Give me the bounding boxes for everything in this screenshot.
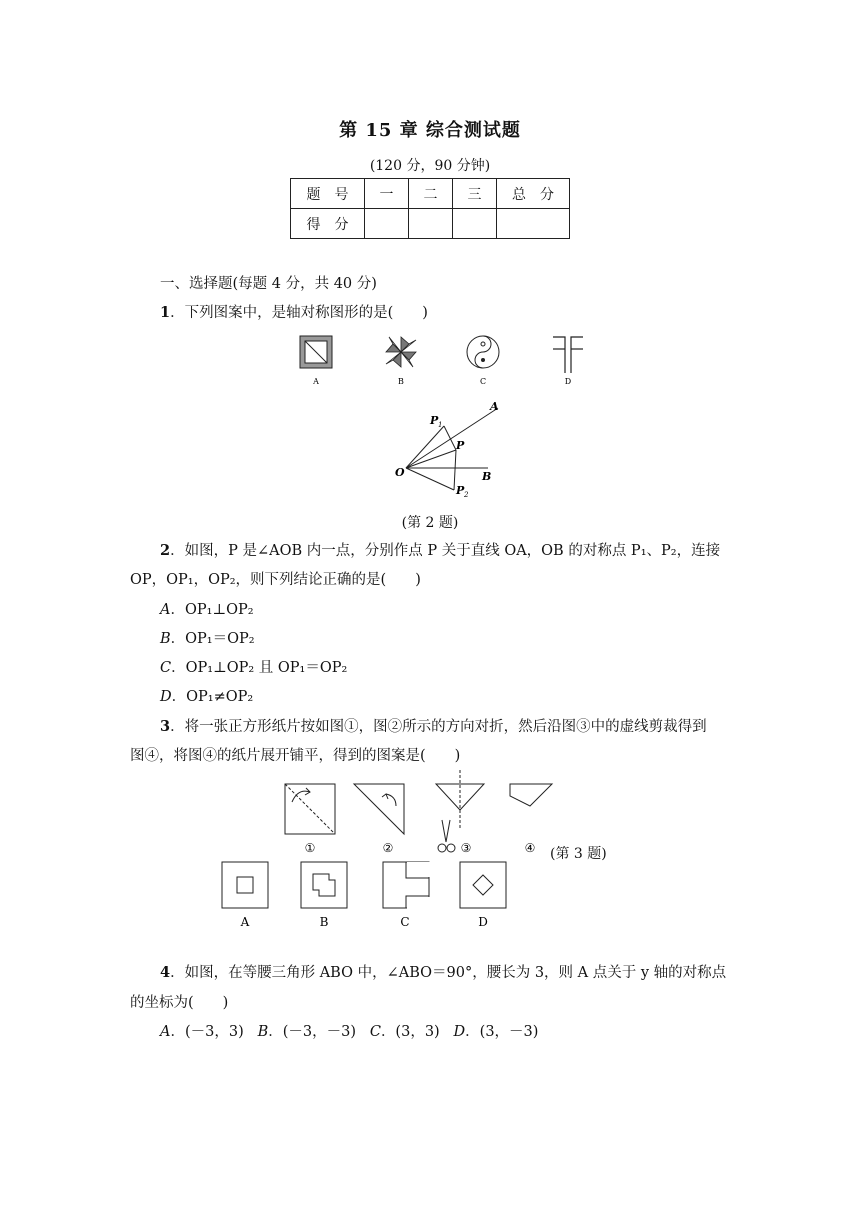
- choice-d-figure[interactable]: [460, 862, 506, 908]
- figure-label: A: [313, 377, 319, 386]
- question-text-line: 的坐标为( ): [130, 995, 229, 1011]
- figure-c-yinyang-icon: [467, 336, 499, 368]
- option-text: ．OP₁≠OP₂: [171, 689, 254, 705]
- score-cell: 一: [365, 179, 409, 209]
- option-text: ．OP₁⊥OP₂ 且 OP₁＝OP₂: [171, 660, 348, 676]
- option-letter: B: [257, 1024, 269, 1040]
- score-cell: 二: [409, 179, 453, 209]
- option-letter: D: [160, 689, 172, 705]
- option-letter: C: [160, 660, 172, 676]
- score-cell: 三: [453, 179, 497, 209]
- question-number: 1: [160, 304, 171, 321]
- label-p: P: [456, 439, 465, 452]
- figure-caption: (第 2 题): [401, 515, 459, 531]
- option-text: ．OP₁⊥OP₂: [170, 602, 254, 618]
- label-a: A: [490, 400, 499, 413]
- option-text: ．(－3，3): [170, 1024, 244, 1040]
- option-letter: A: [160, 1024, 171, 1040]
- option-c[interactable]: [160, 658, 347, 678]
- label-p2-sub: 2: [464, 491, 469, 499]
- question-text-line: 图④，将图④的纸片展开铺平，得到的图案是( ): [130, 748, 461, 764]
- option-a[interactable]: [160, 600, 254, 620]
- label-p1: P: [430, 414, 439, 427]
- figure-label: C: [479, 377, 487, 386]
- score-input-cell[interactable]: [409, 209, 453, 239]
- page-subtitle: (120 分，90 分钟): [369, 158, 491, 174]
- choice-label: D: [478, 915, 488, 929]
- question-text: ．下列图案中，是轴对称图形的是( ): [170, 305, 428, 321]
- choice-a-figure[interactable]: [222, 862, 268, 908]
- option-b[interactable]: [160, 629, 255, 649]
- question-text: ．将一张正方形纸片按如图①，图②所示的方向对折，然后沿图③中的虚线剪裁得到: [170, 719, 707, 735]
- figure-caption: (第 3 题): [550, 846, 607, 862]
- question-number: 3: [160, 718, 171, 735]
- question-1: [160, 303, 428, 323]
- label-o: O: [395, 466, 405, 479]
- choice-label: A: [240, 915, 250, 929]
- option-text: ．(3，3): [380, 1024, 440, 1040]
- option-letter: C: [369, 1024, 381, 1040]
- choice-b-figure[interactable]: [301, 862, 347, 908]
- q4-options: [160, 1022, 538, 1042]
- q1-figures: [295, 333, 605, 388]
- figure-label: B: [398, 377, 404, 386]
- option-d[interactable]: [160, 687, 253, 707]
- question-text: ．如图，P 是∠AOB 内一点，分别作点 P 关于直线 OA，OB 的对称点 P₁、P₂，连接: [170, 543, 721, 559]
- option-c[interactable]: [370, 1024, 440, 1040]
- question-text: ．如图，在等腰三角形 ABO 中，∠ABO＝90°，腰长为 3，则 A 点关于 y 轴的对称点: [170, 965, 727, 981]
- q3-fold-steps: [278, 770, 568, 860]
- option-letter: B: [160, 631, 171, 647]
- option-text: ．(3，－3): [465, 1024, 539, 1040]
- q2-figure: [390, 398, 510, 503]
- score-input-cell[interactable]: [453, 209, 497, 239]
- option-a[interactable]: [160, 1024, 244, 1040]
- option-letter: A: [160, 602, 171, 618]
- q3-choices: [215, 858, 515, 933]
- label-p2: P: [456, 484, 465, 497]
- question-4: [160, 963, 726, 983]
- step-label: ②: [382, 841, 394, 855]
- score-cell: 题 号: [291, 179, 365, 209]
- option-letter: D: [453, 1024, 466, 1040]
- figure-d-icon: [553, 337, 583, 373]
- question-2: [160, 541, 720, 561]
- option-d[interactable]: [454, 1024, 539, 1040]
- score-table-score-row: [291, 209, 570, 239]
- score-table-header-row: [291, 179, 570, 209]
- step4-shape: [510, 784, 552, 806]
- choice-label: C: [400, 915, 410, 929]
- figure-label: D: [564, 377, 572, 386]
- figure-a-icon: [300, 336, 332, 368]
- question-text-line: OP，OP₁，OP₂，则下列结论正确的是( ): [130, 572, 421, 588]
- option-text: ．OP₁＝OP₂: [170, 631, 255, 647]
- step-label: ④: [524, 841, 536, 855]
- choice-label: B: [319, 915, 329, 929]
- option-text: ．(－3，－3): [268, 1024, 356, 1040]
- label-b: B: [482, 470, 492, 483]
- question-number: 4: [160, 964, 171, 981]
- score-input-cell[interactable]: [497, 209, 570, 239]
- step2-triangle: [354, 784, 404, 834]
- question-number: 2: [160, 542, 171, 559]
- label-p1-sub: 1: [438, 421, 443, 429]
- section-heading: 一、选择题(每题 4 分，共 40 分): [160, 276, 377, 292]
- score-cell: 总 分: [497, 179, 570, 209]
- question-3: [160, 717, 707, 737]
- score-cell: 得 分: [291, 209, 365, 239]
- figure-b-pinwheel-icon: [386, 337, 416, 367]
- score-table: [290, 178, 570, 239]
- page-title: 第 15 章 综合测试题: [339, 120, 521, 141]
- score-input-cell[interactable]: [365, 209, 409, 239]
- step-label: ③: [460, 841, 472, 855]
- step-label: ①: [304, 841, 316, 855]
- scissors-icon: [438, 820, 455, 852]
- option-b[interactable]: [258, 1024, 356, 1040]
